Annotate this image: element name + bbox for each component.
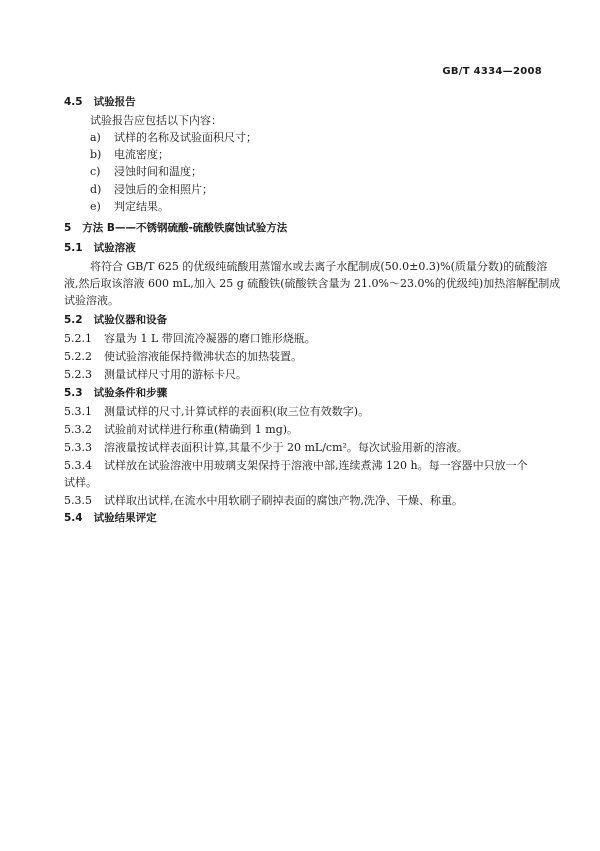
section-5-2-heading: 5.2 试验仪器和设备 <box>64 314 168 326</box>
clause-item: 5.3.1 测量试样的尺寸,计算试样的表面积(取三位有效数字)。 <box>64 405 370 418</box>
paragraph-line: 将符合 GB/T 625 的优级纯硫酸用蒸馏水或去离子水配制成(50.0±0.3)%(质量分数)的硫酸溶 <box>90 260 548 273</box>
list-item: c) 浸蚀时间和温度； <box>90 165 202 178</box>
section-5-heading: 5 方法 B——不锈钢硫酸-硫酸铁腐蚀试验方法 <box>64 222 288 234</box>
section-4-5-heading <box>64 96 136 109</box>
section-5-4-heading: 5.4 试验结果评定 <box>64 512 157 524</box>
heading-number: 4.5 <box>64 96 83 108</box>
heading-text: 试验报告 <box>93 96 136 108</box>
list-item: a) 试样的名称及试验面积尺寸； <box>90 131 257 144</box>
clause-item: 5.2.1 容量为 1 L 带回流冷凝器的磨口锥形烧瓶。 <box>64 332 316 345</box>
list-item: e) 判定结果。 <box>90 200 169 213</box>
clause-item: 5.3.2 试验前对试样进行称重(精确到 1 mg)。 <box>64 423 299 436</box>
paragraph-line: 液,然后取该溶液 600 mL,加入 25 g 硫酸铁(硫酸铁含量为 21.0%～23.0%的优级纯)加热溶解配制成 <box>64 277 561 290</box>
clause-item: 5.2.3 测量试样尺寸用的游标卡尺。 <box>64 368 247 381</box>
paragraph-line: 试验溶液。 <box>64 294 119 307</box>
section-5-1-heading: 5.1 试验溶液 <box>64 242 136 254</box>
section-4-5-intro: 试验报告应包括以下内容： <box>90 114 222 127</box>
clause-continuation: 试样。 <box>64 476 97 489</box>
clause-item: 5.3.4 试样放在试验溶液中用玻璃支架保持于溶液中部,连续煮沸 120 h。每一容器中只放一个 <box>64 459 528 472</box>
clause-item: 5.3.3 溶液量按试样表面积计算,其量不少于 20 mL/cm²。每次试验用新的溶液。 <box>64 441 468 454</box>
standard-code-header: GB/T 4334—2008 <box>442 66 542 77</box>
section-5-3-heading: 5.3 试验条件和步骤 <box>64 387 168 399</box>
list-item: b) 电流密度； <box>90 148 169 161</box>
clause-item: 5.2.2 使试验溶液能保持微沸状态的加热装置。 <box>64 350 302 363</box>
list-item: d) 浸蚀后的金相照片； <box>90 183 213 196</box>
clause-item: 5.3.5 试样取出试样,在流水中用软刷子刷掉表面的腐蚀产物,洗净、干燥、称重。 <box>64 494 463 507</box>
